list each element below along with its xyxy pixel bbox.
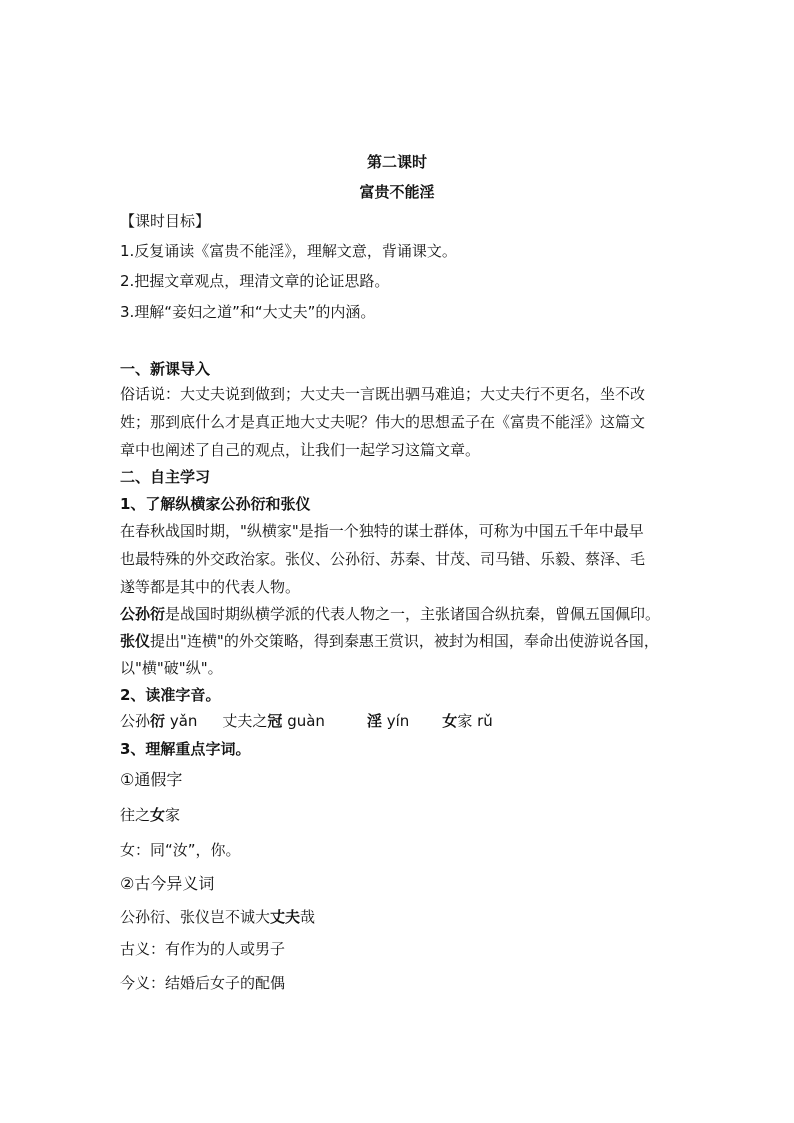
zhangyi-name: 张仪	[120, 632, 151, 650]
modern-meaning: 今义：结婚后女子的配偶	[120, 974, 286, 992]
objective-item: 1.反复诵读《富贵不能淫》，理解文意，背诵课文。	[120, 242, 457, 260]
lesson-title: 富贵不能淫	[359, 183, 435, 201]
intro-paragraph-line: 姓；那到底什么才是真正地大丈夫呢？伟大的思想孟子在《富贵不能淫》这篇文	[120, 413, 646, 431]
zhangyi-text: 提出"连横"的外交策略，得到秦惠王赏识，被封为相国，奉命出使游说各国，	[150, 632, 659, 650]
gongsunyan-name: 公孙衍	[120, 605, 166, 623]
objective-item: 3.理解“妾妇之道”和“大丈夫”的内涵。	[120, 303, 376, 321]
zhangyi-paragraph	[120, 631, 659, 651]
subsection-title-pronunciation: 2、读准字音。	[120, 686, 221, 704]
section-title-self-study: 二、自主学习	[120, 468, 211, 486]
intro-paragraph-line: 章中也阐述了自己的观点，让我们一起学习这篇文章。	[120, 441, 481, 459]
tongjia-label: ①通假字	[120, 770, 183, 789]
section-title-intro: 一、新课导入	[120, 360, 211, 378]
pronunciation-item: 淫 yín	[366, 712, 410, 730]
gujin-example: 公孙衍、张仪岂不诚大丈夫哉	[120, 908, 316, 926]
tongjia-example: 往之女家	[120, 806, 181, 824]
strategists-paragraph-line: 也最特殊的外交政治家。张仪、公孙衍、苏秦、甘茂、司马错、乐毅、蔡泽、毛	[120, 550, 646, 568]
subsection-title-key-words: 3、理解重点字词。	[120, 740, 251, 758]
objective-item: 2.把握文章观点，理清文章的论证思路。	[120, 272, 390, 290]
gongsunyan-text: 是战国时期纵横学派的代表人物之一，主张诸国合纵抗秦，曾佩五国佩印。	[165, 605, 661, 623]
objectives-label: 【课时目标】	[120, 212, 211, 230]
lesson-number: 第二课时	[366, 153, 427, 171]
intro-paragraph-line: 俗话说：大丈夫说到做到；大丈夫一言既出驷马难追；大丈夫行不更名，坐不改	[120, 385, 646, 403]
strategists-paragraph-line: 遂等都是其中的代表人物。	[120, 578, 301, 596]
tongjia-note: 女：同“汝”，你。	[120, 841, 241, 859]
pronunciation-row	[120, 711, 493, 731]
subsection-title-strategists: 1、了解纵横家公孙衍和张仪	[120, 495, 311, 513]
pronunciation-item: 丈夫之冠 guàn	[222, 712, 325, 730]
gongsunyan-paragraph	[120, 604, 660, 624]
gujin-label: ②古今异义词	[120, 874, 215, 893]
pronunciation-item: 公孙衍 yǎn	[120, 712, 198, 730]
strategists-paragraph-line: 在春秋战国时期，"纵横家"是指一个独特的谋士群体，可称为中国五千年中最早	[120, 522, 644, 540]
pronunciation-item: 女家 rǔ	[442, 712, 493, 730]
zhangyi-paragraph-end: 以"横"破"纵"。	[120, 659, 223, 677]
ancient-meaning: 古义：有作为的人或男子	[120, 940, 286, 958]
